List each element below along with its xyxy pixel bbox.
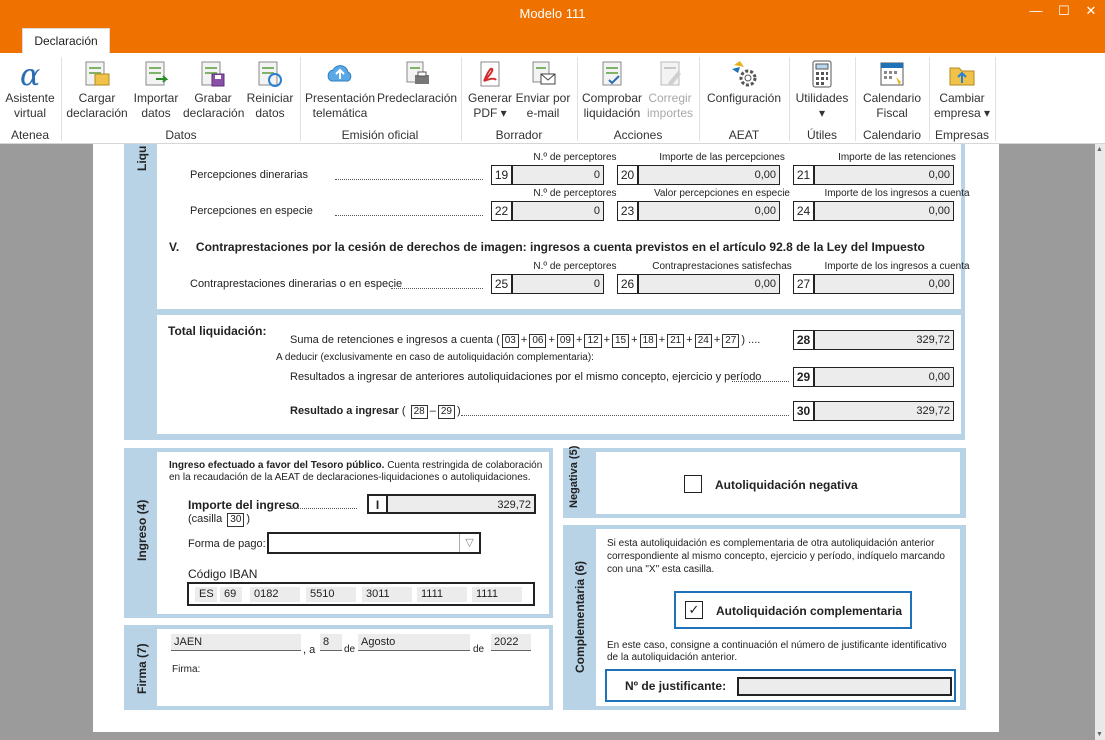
group-atenea: Atenea [10, 128, 50, 142]
negativa-checkbox[interactable] [684, 475, 702, 493]
asistente-virtual-button[interactable] [3, 57, 57, 127]
caption-ingresos-cuenta-2: Importe de los ingresos a cuenta [824, 188, 970, 199]
field-19[interactable]: 0 [512, 165, 604, 185]
casilla-label: (casilla [188, 513, 223, 525]
field-26[interactable]: 0,00 [638, 274, 780, 294]
box-letter-i: I [367, 494, 388, 514]
caption-retenciones-1: Importe de las retenciones [838, 152, 956, 163]
iban-part[interactable]: 1111 [472, 587, 522, 602]
caption-contraprestaciones: Contraprestaciones satisfechas [652, 261, 792, 272]
cargar-label: Cargar declaración [66, 91, 128, 120]
configuracion-button[interactable] [704, 57, 784, 127]
import-icon [140, 59, 172, 89]
a-deducir-label: A deducir (exclusivamente en caso de autoliquidación complementaria): [276, 352, 594, 363]
suma-line: Suma de retenciones e ingresos a cuenta ( 03 + 06 + 09 + 12 + 15 + 18 + 21 + 24 + 27 ) .... [290, 334, 761, 346]
group-datos: Datos [165, 128, 197, 142]
iban-part[interactable]: 0182 [250, 587, 300, 602]
de-label-1: de [344, 644, 356, 655]
group-acciones: Acciones [613, 128, 663, 142]
window-title: Modelo 111 [519, 6, 586, 21]
grabar-label: Grabar declaración [183, 91, 245, 120]
generar-label: Generar PDF ▾ [467, 91, 513, 120]
justificante-field[interactable] [737, 677, 952, 696]
suma-box: 12 [584, 334, 601, 348]
load-document-icon [81, 59, 113, 89]
field-28[interactable]: 329,72 [814, 330, 954, 350]
complementaria-box [596, 529, 960, 706]
complementaria-label: Autoliquidación complementaria [716, 604, 903, 618]
field-20[interactable]: 0,00 [638, 165, 780, 185]
corregir-importes-button [645, 57, 695, 127]
grabar-declaracion-button[interactable] [183, 57, 243, 127]
utilidades-button[interactable] [793, 57, 851, 127]
generar-pdf-button[interactable] [466, 57, 514, 127]
casilla-line [188, 513, 250, 527]
suma-box: 21 [667, 334, 684, 348]
firma-label: Firma: [172, 664, 201, 675]
negativa-panel [563, 445, 966, 518]
resultado-label: Resultado a ingresar [290, 405, 399, 417]
complementaria-side-label: Complementaria (6) [573, 560, 587, 673]
complementaria-checkbox[interactable]: ✓ [685, 601, 703, 619]
svg-text:α: α [20, 59, 41, 89]
box-number-21: 21 [793, 165, 814, 185]
complementaria-panel [563, 525, 966, 710]
tab-declaracion[interactable]: Declaración [22, 28, 110, 53]
box-number-22: 22 [491, 201, 512, 221]
cloud-upload-icon [324, 59, 356, 89]
box-number-19: 19 [491, 165, 512, 185]
importar-datos-button[interactable] [130, 57, 182, 127]
enviar-email-button[interactable] [515, 57, 571, 127]
percepciones-box [157, 144, 970, 309]
group-borrador: Borrador [495, 128, 543, 142]
forma-pago-select[interactable] [267, 532, 481, 554]
negativa-side-label [568, 446, 580, 508]
casilla-box: 30 [227, 513, 244, 527]
asistente-label: Asistente virtual [5, 91, 55, 120]
suma-box: 03 [502, 334, 519, 348]
caption-perceptores-2: N.º de perceptores [533, 188, 617, 199]
importe-ingreso-label: Importe del ingreso [188, 498, 300, 512]
folder-arrow-icon [946, 59, 978, 89]
calendar-icon [876, 59, 908, 89]
total-liquidacion-title: Total liquidación: [168, 324, 267, 338]
importe-ingreso-field[interactable]: 329,72 [388, 494, 536, 514]
edit-document-icon [654, 59, 686, 89]
section-v-heading: V. Contraprestaciones por la cesión de derechos de imagen: ingresos a cuenta previstos en el artículo 92.8 de la Ley del Impuesto [169, 240, 925, 254]
box-number-25: 25 [491, 274, 512, 294]
reset-icon [254, 59, 286, 89]
presentacion-telematica-button[interactable] [305, 57, 375, 127]
justificante-instructions: En este caso, consigne a continuación el número de justificante identificativo de la autoliquidación anterior. [607, 640, 947, 663]
calendario-label: Calendario Fiscal [862, 91, 922, 120]
dia-field[interactable]: 8 [320, 634, 342, 651]
forma-pago-label: Forma de pago: [188, 538, 266, 550]
cambiar-empresa-button[interactable] [933, 57, 991, 127]
caption-ingresos-cuenta-3: Importe de los ingresos a cuenta [824, 261, 970, 272]
caption-percepciones-1: Importe de las percepciones [659, 152, 785, 163]
group-emision: Emisión oficial [341, 128, 419, 142]
presentacion-label: Presentación telemática [305, 91, 376, 120]
firma-panel [124, 625, 553, 710]
suma-box: 18 [640, 334, 657, 348]
liquidacion-panel [124, 144, 970, 440]
negativa-label: Autoliquidación negativa [715, 478, 858, 492]
liquidacion-side-label: Liqu [135, 145, 149, 171]
minimize-button[interactable]: — [1029, 3, 1043, 18]
justificante-label: Nº de justificante: [625, 679, 727, 693]
group-calendario: Calendario [862, 128, 922, 142]
comprobar-label: Comprobar liquidación [581, 91, 643, 120]
gear-icon [728, 59, 760, 89]
box-number-24: 24 [793, 201, 814, 221]
negativa-side-text: Negativa (5) [568, 445, 580, 508]
suma-box: 24 [695, 334, 712, 348]
firma-side-label: Firma (7) [135, 643, 149, 694]
box-number-28: 28 [793, 330, 814, 350]
group-aeat: AEAT [728, 128, 760, 142]
maximize-button[interactable]: ☐ [1058, 3, 1070, 18]
close-button[interactable]: ✕ [1085, 3, 1097, 18]
box-number-23: 23 [617, 201, 638, 221]
label-contraprestaciones: Contraprestaciones dinerarias o en especie [190, 278, 403, 290]
document-page [93, 144, 999, 732]
ingreso-intro-bold: Ingreso efectuado a favor del Tesoro público. [169, 460, 385, 471]
field-25[interactable]: 0 [512, 274, 604, 294]
complementaria-text: Si esta autoliquidación es complementaria de otra autoliquidación anterior correspondiente al mismo concepto, ejercicio y período, indíquelo marcando con una "X" esta casilla. [607, 538, 945, 575]
ingreso-intro [169, 460, 543, 484]
negativa-box [596, 452, 960, 514]
comprobar-liquidacion-button[interactable] [581, 57, 643, 127]
box-number-29: 29 [793, 367, 814, 387]
box-number-27: 27 [793, 274, 814, 294]
enviar-label: Enviar por e-mail [515, 91, 571, 120]
caption-valor-especie: Valor percepciones en especie [653, 188, 790, 199]
anio-field[interactable]: 2022 [491, 634, 531, 651]
iban-label: Código IBAN [188, 567, 258, 581]
caption-perceptores-1: N.º de perceptores [533, 152, 617, 163]
label-percepciones-dinerarias: Percepciones dinerarias [190, 169, 309, 181]
iban-part[interactable]: 1111 [417, 587, 467, 602]
check-document-icon [596, 59, 628, 89]
print-document-icon [401, 59, 433, 89]
pdf-icon [474, 59, 506, 89]
scroll-up-icon[interactable]: ▲ [1096, 146, 1103, 153]
iban-part[interactable]: ES [195, 587, 217, 602]
save-document-icon [197, 59, 229, 89]
email-document-icon [527, 59, 559, 89]
calculator-icon [806, 59, 838, 89]
calendario-fiscal-button[interactable] [859, 57, 925, 127]
field-22[interactable]: 0 [512, 201, 604, 221]
iban-part[interactable]: 5510 [306, 587, 356, 602]
casilla-end: ) [246, 513, 251, 525]
vertical-scrollbar[interactable] [1095, 144, 1105, 740]
ciudad-field[interactable]: JAEN [171, 634, 301, 651]
cargar-declaracion-button[interactable] [66, 57, 128, 127]
ingreso-side-label: Ingreso (4) [135, 499, 149, 561]
suma-box: 15 [612, 334, 629, 348]
label-percepciones-especie: Percepciones en especie [190, 205, 313, 217]
field-24[interactable]: 0,00 [814, 201, 954, 221]
reiniciar-datos-button[interactable] [245, 57, 295, 127]
field-29[interactable]: 0,00 [814, 367, 954, 387]
mes-field[interactable]: Agosto [358, 634, 470, 651]
complementaria-option[interactable] [674, 591, 912, 629]
importar-label: Importar datos [133, 91, 179, 120]
suma-label: Suma de retenciones e ingresos a cuenta ( [290, 334, 500, 346]
coma-a-label: , a [303, 644, 316, 656]
justificante-box [605, 669, 956, 702]
iban-part[interactable]: 3011 [362, 587, 412, 602]
resultado-box-28: 28 [411, 405, 428, 419]
configuracion-label: Configuración [706, 91, 782, 105]
box-number-20: 20 [617, 165, 638, 185]
field-21[interactable]: 0,00 [814, 165, 954, 185]
group-empresas: Empresas [934, 128, 990, 142]
suma-end: ) .... [741, 334, 761, 346]
resultado-box-29: 29 [438, 405, 455, 419]
corregir-label: Corregir importes [646, 91, 693, 120]
iban-part[interactable]: 69 [220, 587, 242, 602]
reiniciar-label: Reiniciar datos [246, 91, 294, 120]
predeclaracion-label: Predeclaración [377, 91, 458, 105]
chevron-down-icon[interactable]: ▽ [459, 534, 479, 552]
caption-perceptores-3: N.º de perceptores [533, 261, 617, 272]
field-23[interactable]: 0,00 [638, 201, 780, 221]
box-number-26: 26 [617, 274, 638, 294]
resultados-anteriores-label: Resultados a ingresar de anteriores autoliquidaciones por el mismo concepto, ejercicio y período [290, 371, 762, 383]
title-bar [0, 0, 1105, 56]
group-utiles: Útiles [806, 128, 837, 142]
suma-box: 27 [722, 334, 739, 348]
ingreso-intro-rest: Cuenta restringida de colaboración en la recaudación de la AEAT de declaraciones-liquidaciones o autoliquidaciones. [169, 460, 543, 483]
de-label-2: de [473, 644, 485, 655]
cambiar-label: Cambiar empresa ▾ [933, 91, 991, 120]
ribbon [0, 53, 1105, 144]
total-liquidacion-box [157, 315, 961, 434]
ingreso-box [157, 452, 549, 614]
ingreso-panel [124, 448, 553, 618]
resultado-line: Resultado a ingresar ( 28 – 29 ) [290, 405, 461, 417]
utilidades-label: Utilidades ▾ [795, 91, 849, 120]
iban-field[interactable] [187, 582, 535, 606]
field-27[interactable]: 0,00 [814, 274, 954, 294]
predeclaracion-button[interactable] [377, 57, 457, 127]
firma-box [157, 629, 549, 706]
suma-box: 09 [557, 334, 574, 348]
suma-box: 06 [529, 334, 546, 348]
field-30[interactable]: 329,72 [814, 401, 954, 421]
box-number-30: 30 [793, 401, 814, 421]
scroll-down-icon[interactable]: ▼ [1096, 731, 1103, 738]
alpha-icon [14, 59, 46, 89]
